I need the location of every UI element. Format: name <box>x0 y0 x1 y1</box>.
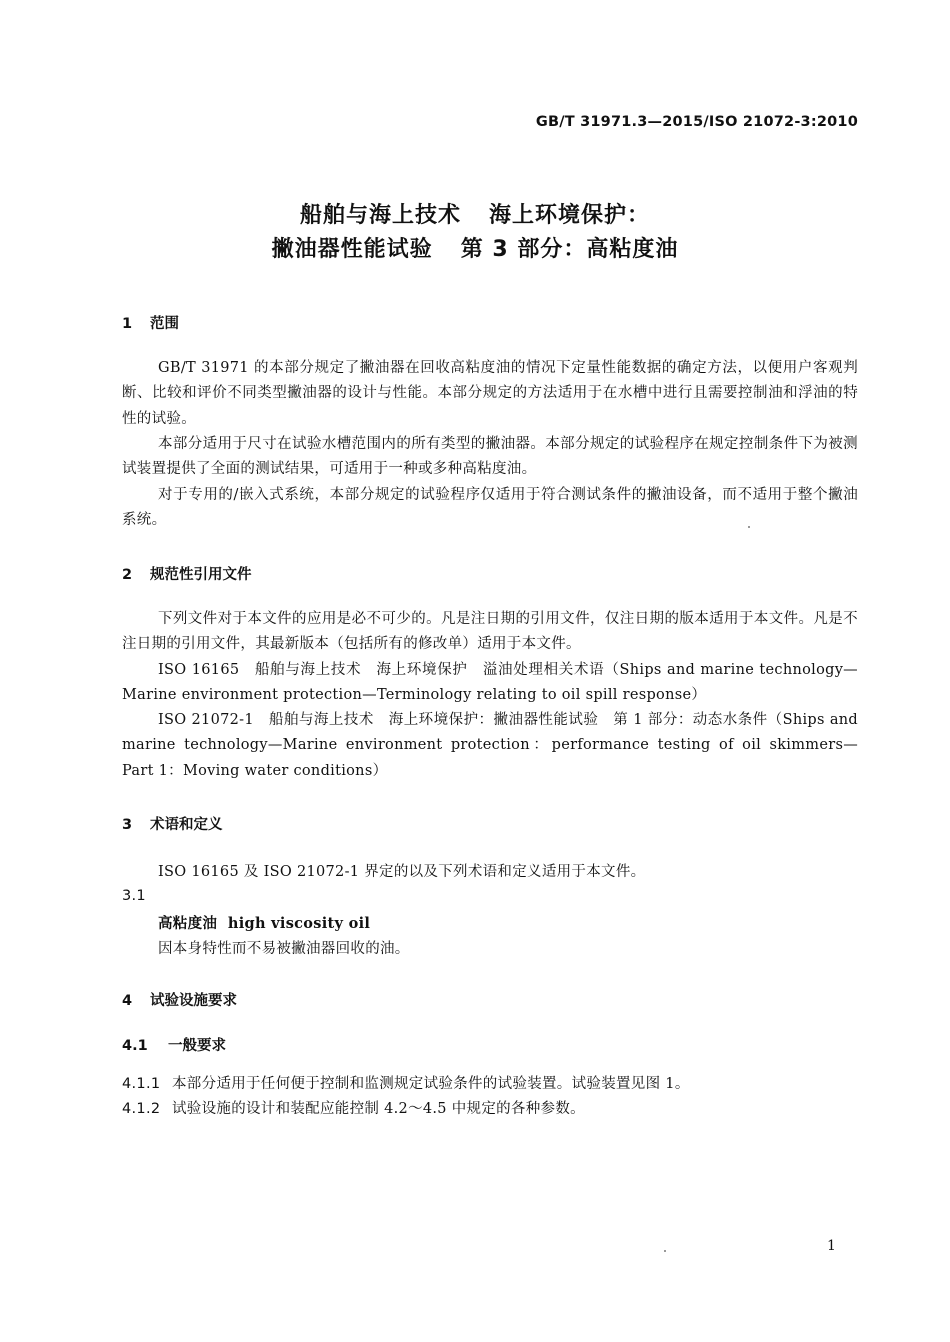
clause <box>122 1072 690 1093</box>
section-heading <box>122 989 237 1010</box>
clause <box>122 1097 585 1118</box>
subsection-title: 一般要求 <box>168 1038 226 1054</box>
clause-text: 本部分适用于任何便于控制和监测规定试验条件的试验装置。试验装置见图 1。 <box>172 1076 690 1092</box>
term-entry <box>158 912 370 933</box>
section-title: 范围 <box>150 316 179 332</box>
term-definition: 因本身特性而不易被撇油器回收的油。 <box>158 941 410 957</box>
page-number: 1 <box>827 1238 836 1254</box>
clause-number: 4.1.2 <box>122 1101 161 1117</box>
term-chinese: 高粘度油 <box>158 915 218 932</box>
term-english: high viscosity oil <box>227 915 371 932</box>
paragraph: ISO 16165 及 ISO 21072-1 界定的以及下列术语和定义适用于本文件。 <box>158 864 646 880</box>
section-heading <box>122 813 223 834</box>
clause-number: 4.1.1 <box>122 1076 161 1092</box>
term-number: 3.1 <box>122 888 146 904</box>
title-part: 船舶与海上技术 <box>299 203 461 228</box>
section-number: 1 <box>122 316 133 332</box>
section-number: 3 <box>122 817 133 833</box>
scan-speck <box>748 526 750 528</box>
clause-text: 试验设施的设计和装配应能控制 4.2～4.5 中规定的各种参数。 <box>172 1101 585 1117</box>
paragraph: GB/T 31971 的本部分规定了撇油器在回收高粘度油的情况下定量性能数据的确定方法，以便用户客观判断、比较和评价不同类型撇油器的设计与性能。本部分规定的方法适用于在水槽中进行且需要控制油和浮油的特性的试验。 <box>122 360 858 427</box>
section-heading <box>122 563 252 584</box>
paragraph: 下列文件对于本文件的应用是必不可少的。凡是注日期的引用文件，仅注日期的版本适用于本文件。凡是不注日期的引用文件，其最新版本（包括所有的修改单）适用于本文件。 <box>122 611 858 653</box>
subsection-number: 4.1 <box>122 1038 148 1054</box>
reference-item: ISO 16165 船舶与海上技术 海上环境保护 溢油处理相关术语（Ships and marine technology—Marine environment protection—Terminology relating to oil spill response） <box>122 662 858 704</box>
section-number: 4 <box>122 993 133 1009</box>
title-part: 第 3 部分：高粘度油 <box>460 237 679 262</box>
document-title-line-1 <box>0 198 950 229</box>
paragraph: 本部分适用于尺寸在试验水槽范围内的所有类型的撇油器。本部分规定的试验程序在规定控制条件下为被测试装置提供了全面的测试结果，可适用于一种或多种高粘度油。 <box>122 436 858 478</box>
title-part: 海上环境保护： <box>489 203 651 228</box>
section-title: 规范性引用文件 <box>150 567 252 583</box>
paragraph: 对于专用的/嵌入式系统，本部分规定的试验程序仅适用于符合测试条件的撇油设备，而不适用于整个撇油系统。 <box>122 487 858 529</box>
section-heading <box>122 312 179 333</box>
subsection-heading <box>122 1034 226 1055</box>
scan-speck <box>664 1250 666 1252</box>
title-part: 撇油器性能试验 <box>271 237 433 262</box>
section-number: 2 <box>122 567 133 583</box>
standard-number: GB/T 31971.3—2015/ISO 21072-3:2010 <box>535 114 858 130</box>
document-title-line-2 <box>0 232 950 263</box>
section-title: 术语和定义 <box>150 817 223 833</box>
section-title: 试验设施要求 <box>150 993 237 1009</box>
reference-item: ISO 21072-1 船舶与海上技术 海上环境保护：撇油器性能试验 第 1 部分：动态水条件（Ships and marine technology—Marine environment protection：performance testing of oil skimmers—Part 1：Moving water conditions） <box>122 712 858 779</box>
